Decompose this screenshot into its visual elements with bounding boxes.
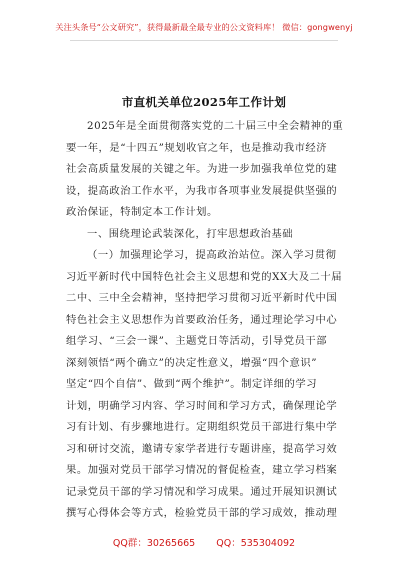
document-title: 市直机关单位2025年工作计划 <box>121 95 287 109</box>
paragraph-line: 一、围绕理论武装深化，打牢思想政治基础 <box>87 227 294 240</box>
paragraph-line: 组学习、“三会一课”、主题党日等活动，引导党员干部 <box>66 335 328 347</box>
paragraph-line: 二中、三中全会精神，坚持把学习贯彻习近平新时代中国 <box>66 292 338 304</box>
paragraph-line: 政治保证，特制定本工作计划。 <box>66 206 218 218</box>
paragraph-line: 坚定“四个自信”、做到“两个维护”。制定详细的学习 <box>66 378 318 390</box>
paragraph-line: 深刻领悟“两个确立”的决定性意义，增强“四个意识” <box>66 356 318 369</box>
paragraph-line: 撰写心得体会等方式，检验党员干部的学习成效，推动理 <box>66 507 338 519</box>
footer-qq-group: QQ群：30265665 <box>112 538 196 549</box>
paragraph-line: 社会高质量发展的关键之年。为进一步加强我单位党的建 <box>66 163 338 175</box>
paragraph-line: 2025年是全面贯彻落实党的二十届三中全会精神的重 <box>87 120 344 132</box>
footer-qq: QQ：535304092 <box>216 538 296 549</box>
paragraph-line: 特色社会主义思想作为首要政治任务，通过理论学习中心 <box>66 313 338 326</box>
header-banner: 关注头条号“公文研究”，获得最新最全最专业的公文资料库！ 微信：gongwenyj <box>55 22 353 32</box>
paragraph-line: 习有计划、有步骤地进行。定期组织党员干部进行集中学 <box>66 421 338 433</box>
paragraph-line: 习近平新时代中国特色社会主义思想和党的XX大及二十届 <box>66 270 343 283</box>
paragraph-line: 设，提高政治工作水平，为我市各项事业发展提供坚强的 <box>66 184 338 197</box>
footer-contact <box>0 535 408 549</box>
paragraph-line: 计划，明确学习内容、学习时间和学习方式，确保理论学 <box>66 399 338 412</box>
paragraph-line: （一）加强理论学习，提高政治站位。深入学习贯彻 <box>87 249 337 261</box>
paragraph-line: 习和研讨交流，邀请专家学者进行专题讲座，提高学习效 <box>66 442 338 455</box>
document-body <box>66 116 344 525</box>
paragraph-line: 要一年，是“十四五”规划收官之年，也是推动我市经济 <box>66 141 328 154</box>
paragraph-line: 果。加强对党员干部学习情况的督促检查，建立学习档案 <box>66 464 338 476</box>
paragraph-line: 记录党员干部的学习情况和学习成果。通过开展知识测试 <box>66 485 338 498</box>
header-divider <box>70 40 338 41</box>
